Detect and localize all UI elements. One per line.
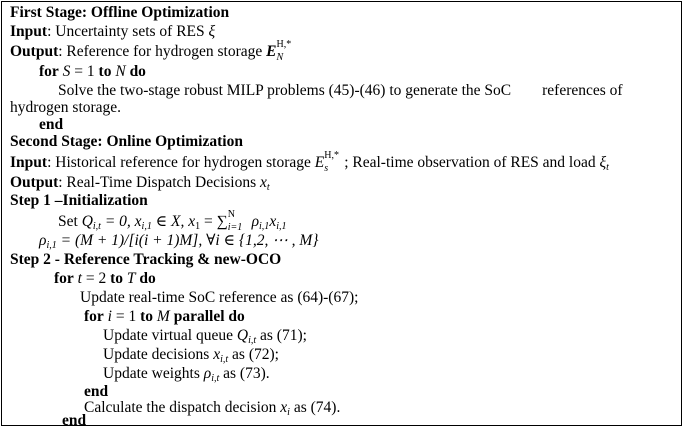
stage1-output-line [10, 39, 681, 63]
stage2-input-text: : Historical reference for hydrogen storage [47, 154, 315, 171]
step1-set-x1-sub: 1 [195, 221, 201, 232]
step1-set-line [58, 209, 681, 233]
step2-outer-end: end [62, 412, 87, 429]
stage2-output-sub: t [266, 182, 270, 193]
step2-update-weights [103, 365, 681, 383]
stage1-solve-line2: hydrogen storage. [10, 99, 122, 116]
step2-uq-rest: as (71); [256, 327, 307, 344]
stage2-input-line [10, 150, 681, 174]
step1-sum-sup: N [227, 209, 235, 220]
stage1-end: end [39, 116, 64, 133]
step1-set-rest-sub: i,1 [141, 221, 152, 232]
stage1-for-line [39, 63, 681, 81]
algorithm-box [1, 1, 682, 429]
step1-set-eq: = ∑ [200, 213, 228, 230]
stage1-output-sym: E [266, 43, 277, 60]
step2-inner-var: i [107, 308, 112, 325]
step1-rho-rest: = (M + 1)/[i(i + 1)M], ∀i ∈ {1,2, ⋯ , M} [56, 232, 319, 249]
step2-for-mid: = 2 [81, 270, 111, 287]
step2-uw-sym: ρ [203, 365, 212, 382]
step2-inner-end: end [84, 383, 109, 400]
stage2-input-xi-sub: t [606, 162, 609, 173]
step2-for-do: do [139, 270, 156, 287]
step2-calc-sub: i [287, 407, 290, 418]
stage1-output-text: : Reference for hydrogen storage [58, 43, 267, 60]
step2-for-var: t [77, 270, 82, 287]
stage1-for-do: do [129, 63, 146, 80]
step2-inner-end: M [156, 308, 170, 325]
step2-for-end: T [126, 270, 136, 287]
step1-set-q-sub: i,t [92, 221, 101, 232]
step1-set-in: ∈ X, x [151, 213, 196, 230]
step2-inner-to: to [140, 308, 154, 325]
step2-uq-text: Update virtual queue [103, 327, 237, 344]
stage1-output-sup: H,* [276, 39, 292, 50]
step1-rho-sub: i,1 [46, 240, 57, 251]
step2-uw-rest: as (73). [219, 365, 270, 382]
step1-set-rest: = 0, x [100, 213, 142, 230]
stage1-output-sub: N [276, 52, 284, 63]
stage2-input-sub: s [324, 163, 329, 174]
stage1-solve-line1: Solve the two-stage robust MILP problems (45)-(46) to generate the SoC references of [58, 82, 623, 99]
stage2-output-sym: x [260, 174, 267, 191]
step2-update-queue [103, 327, 681, 345]
stage1-input-text: : Uncertainty sets of RES [47, 23, 209, 40]
stage2-output-text: : Real-Time Dispatch Decisions [58, 174, 261, 191]
step1-rho-line [39, 232, 681, 250]
step2-ud-rest: as (72); [228, 346, 279, 363]
step2-for-to: to [110, 270, 124, 287]
stage2-input-rest: ; Real-time observation of RES and load [344, 154, 600, 171]
step1-set-x-sub: i,1 [276, 221, 287, 232]
stage1-for-kw: for [39, 63, 59, 80]
step2-for-kw: for [54, 270, 74, 287]
stage1-input-line [10, 23, 681, 41]
stage2-output-line [10, 174, 681, 192]
step1-title: Step 1 –Initialization [10, 192, 148, 209]
step2-ud-sym: x [213, 346, 221, 363]
stage1-for-end: N [115, 63, 126, 80]
step2-ud-sub: i,t [220, 354, 229, 365]
step2-inner-mid: = 1 [111, 308, 141, 325]
step2-ud-text: Update decisions [103, 346, 214, 363]
step2-uq-sub: i,t [248, 335, 257, 346]
stage1-for-var: S [62, 63, 71, 80]
step2-title: Step 2 - Reference Tracking & new-OCO [10, 251, 282, 268]
step2-uq-sym: Q [236, 327, 249, 344]
stage1-input-label: Input [10, 23, 48, 40]
stage1-input-sym: ξ [208, 23, 216, 40]
step1-set-text: Set [58, 213, 82, 230]
step2-update-soc: Update real-time SoC reference as (64)-(67); [80, 289, 359, 306]
step2-inner-par: parallel do [173, 308, 245, 325]
stage1-for-to: to [98, 63, 112, 80]
stage1-output-label: Output [10, 43, 59, 60]
step2-update-decisions [103, 346, 681, 364]
step1-sum-sub: i=1 [227, 222, 243, 233]
step2-inner-for-kw: for [84, 308, 104, 325]
stage1-for-mid: = 1 [70, 63, 99, 80]
step1-set-rho: ρ [247, 213, 260, 230]
step2-calc-rest: as (74). [289, 399, 341, 416]
step2-calc-text: Calculate the dispatch decision [84, 399, 281, 416]
step1-rho: ρ [39, 232, 47, 249]
step2-uw-text: Update weights [103, 365, 204, 382]
stage2-input-sym: E [314, 154, 325, 171]
step2-uw-sub: i,t [211, 373, 220, 384]
step1-set-x: x [269, 213, 277, 230]
stage2-input-xi: ξ [599, 154, 607, 171]
stage2-title: Second Stage: Online Optimization [10, 133, 243, 150]
step1-set-q: Q [81, 213, 93, 230]
step2-calc-sym: x [280, 399, 288, 416]
step2-inner-for-line [84, 308, 681, 326]
stage2-input-label: Input [10, 154, 48, 171]
stage2-output-label: Output [10, 174, 59, 191]
stage2-input-sup: H,* [324, 150, 339, 161]
stage1-title: First Stage: Offline Optimization [10, 4, 230, 21]
step2-for-line [54, 270, 681, 288]
step1-set-rho-sub: i,1 [259, 221, 270, 232]
